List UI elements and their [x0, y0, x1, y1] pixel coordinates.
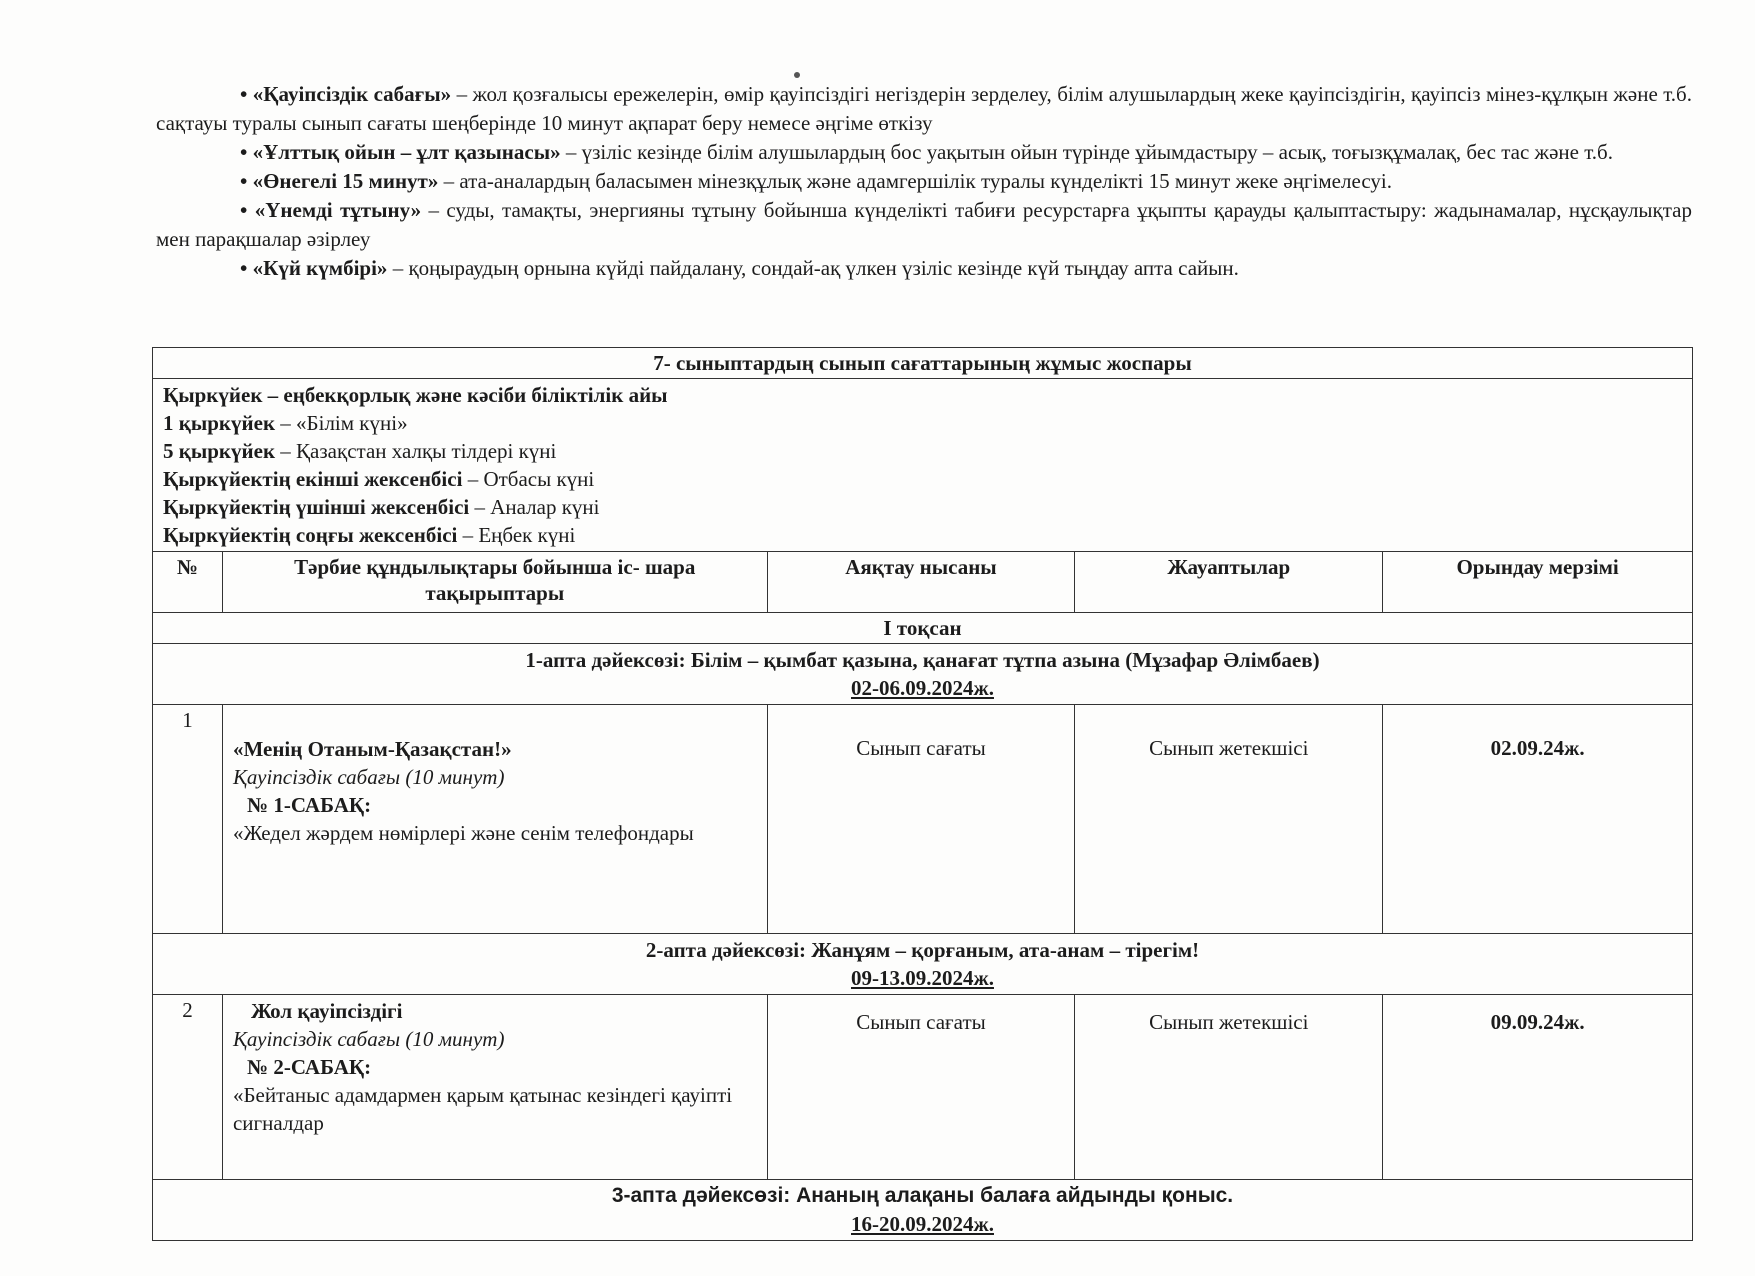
row-form: Сынып сағаты	[767, 995, 1075, 1180]
week-motto	[153, 934, 1693, 995]
topic-safety: Қауіпсіздік сабағы (10 минут)	[232, 765, 505, 789]
header-num: №	[153, 552, 223, 613]
intro-item-title: • «Ұлттық ойын – ұлт қазынасы»	[240, 140, 561, 164]
event-date: 5 қыркүйек	[163, 439, 276, 463]
intro-item-title: • «Қауіпсіздік сабағы»	[240, 82, 452, 106]
row-topic	[222, 995, 767, 1180]
month-event	[163, 465, 1682, 493]
row-num: 1	[153, 705, 223, 934]
intro-item-title: • «Үнемді тұтыну»	[240, 198, 422, 222]
week-motto	[153, 644, 1693, 705]
intro-item-text: – суды, тамақты, энергияны тұтыну бойынша күнделікті табиғи ресурстарға ұқыпты қарауды қалыптастыру: жадынамалар, нұсқаулықтар мен парақшалар әзірлеу	[156, 198, 1693, 251]
scan-speck	[794, 72, 800, 78]
intro-item	[156, 254, 1692, 283]
table-row	[153, 995, 1693, 1180]
intro-item	[156, 196, 1692, 254]
month-event	[163, 409, 1682, 437]
month-event	[163, 521, 1682, 549]
topic-lesson: № 2-САБАҚ:	[246, 1055, 372, 1079]
topic-desc: «Бейтаныс адамдармен қарым қатынас кезіндегі қауіпті сигналдар	[232, 1083, 733, 1135]
event-desc: – Аналар күні	[469, 495, 600, 519]
intro-item-text: – ата-аналардың баласымен мінезқұлық және адамгершілік туралы күнделікті 15 минут жеке әңгімелесуі.	[438, 169, 1392, 193]
event-desc: – Еңбек күні	[457, 523, 576, 547]
week-motto-text: 1-апта дәйексөзі: Білім – қымбат қазына, қанағат тұтпа азына (Мұзафар Әлімбаев)	[525, 648, 1320, 672]
row-topic	[222, 705, 767, 934]
event-date: Қыркүйектің соңғы жексенбісі	[163, 523, 458, 547]
intro-item	[156, 138, 1692, 167]
table-row	[153, 705, 1693, 934]
topic-desc: «Жедел жәрдем нөмірлері және сенім телефондары	[232, 821, 694, 845]
topic-lesson: № 1-САБАҚ:	[246, 793, 372, 817]
topic-title: Жол қауіпсіздігі	[250, 999, 403, 1023]
intro-item-title: • «Күй күмбірі»	[240, 256, 388, 280]
header-topic: Тәрбие құндылықтары бойынша іс- шара тақырыптары	[222, 552, 767, 613]
month-event	[163, 437, 1682, 465]
week-dates: 09-13.09.2024ж.	[851, 966, 994, 990]
event-desc: – Отбасы күні	[462, 467, 595, 491]
week-motto-text: 2-апта дәйексөзі: Жанұям – қорғаным, ата-анам – тірегім!	[645, 938, 1200, 962]
week-motto	[153, 1180, 1693, 1241]
event-date: Қыркүйектің үшінші жексенбісі	[163, 495, 470, 519]
month-event	[163, 493, 1682, 521]
week-dates: 02-06.09.2024ж.	[851, 676, 994, 700]
event-date: Қыркүйектің екінші жексенбісі	[163, 467, 463, 491]
intro-item	[156, 167, 1692, 196]
topic-title: «Менің Отаным-Қазақстан!»	[232, 737, 512, 761]
table-title: 7- сыныптардың сынып сағаттарының жұмыс жоспары	[153, 348, 1693, 379]
week-dates: 16-20.09.2024ж.	[851, 1212, 994, 1236]
row-form: Сынып сағаты	[767, 705, 1075, 934]
quarter-label: І тоқсан	[153, 613, 1693, 644]
row-deadline: 09.09.24ж.	[1383, 995, 1693, 1180]
row-responsible: Сынып жетекшісі	[1075, 995, 1383, 1180]
intro-item-title: • «Өнегелі 15 минут»	[240, 169, 439, 193]
month-heading: Қыркүйек – еңбекқорлық және кәсіби біліктілік айы	[163, 383, 668, 407]
month-info	[153, 379, 1693, 552]
plan-table	[152, 347, 1693, 1241]
header-form: Аяқтау нысаны	[767, 552, 1075, 613]
intro-item	[156, 80, 1692, 138]
topic-safety: Қауіпсіздік сабағы (10 минут)	[232, 1027, 505, 1051]
table-header-row	[153, 552, 1693, 613]
row-deadline: 02.09.24ж.	[1383, 705, 1693, 934]
intro-item-text: – үзіліс кезінде білім алушылардың бос уақытын ойын түрінде ұйымдастыру – асық, тоғызқұмалақ, бес тас және т.б.	[560, 140, 1613, 164]
intro-item-text: – қоңыраудың орнына күйді пайдалану, сондай-ақ үлкен үзіліс кезінде күй тыңдау апта сайын.	[387, 256, 1239, 280]
event-desc: – Қазақстан халқы тілдері күні	[275, 439, 557, 463]
event-desc: – «Білім күні»	[275, 411, 408, 435]
row-responsible: Сынып жетекшісі	[1075, 705, 1383, 934]
intro-item-text: – жол қозғалысы ережелерін, өмір қауіпсіздігі негіздерін зерделеу, білім алушылардың жеке қауіпсіздігін, қауіпсіз мінез-құлқын және т.б. сақтауы туралы сынып сағаты шеңберінде 10 минут ақпарат беру немесе әңгіме өткізу	[156, 82, 1692, 135]
row-num: 2	[153, 995, 223, 1180]
week-motto-text: 3-апта дәйексөзі: Ананың алақаны балаға айдынды қоныс.	[611, 1184, 1234, 1207]
header-deadline: Орындау мерзімі	[1383, 552, 1693, 613]
header-responsible: Жауаптылар	[1075, 552, 1383, 613]
intro-list	[156, 80, 1693, 283]
event-date: 1 қыркүйек	[163, 411, 276, 435]
